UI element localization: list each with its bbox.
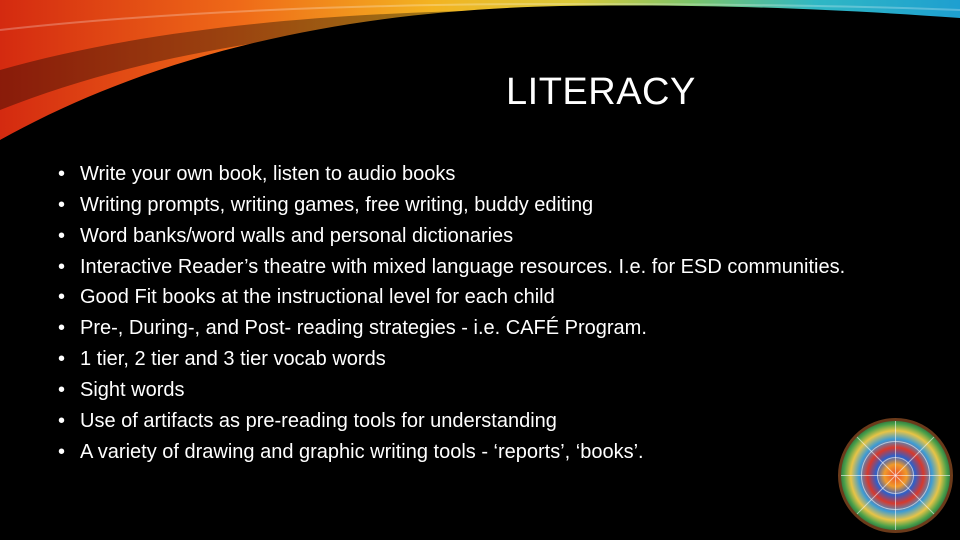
bullet-item: • 1 tier, 2 tier and 3 tier vocab words	[58, 348, 858, 371]
bullet-item: • Writing prompts, writing games, free writing, buddy editing	[58, 194, 858, 217]
bullet-item: • Write your own book, listen to audio books	[58, 163, 858, 186]
bullet-item: • Interactive Reader’s theatre with mixed language resources. I.e. for ESD communities.	[58, 256, 858, 278]
bullet-item: • A variety of drawing and graphic writing tools - ‘reports’, ‘books’.	[58, 441, 858, 464]
dreamcatcher-weaving-image	[838, 418, 953, 533]
bullet-item: • Sight words	[58, 379, 858, 402]
bullet-item: • Pre-, During-, and Post- reading strategies - i.e. CAFÉ Program.	[58, 317, 858, 340]
bullet-item: • Good Fit books at the instructional level for each child	[58, 286, 858, 309]
slide-title: LITERACY	[506, 71, 696, 113]
bullet-item: • Word banks/word walls and personal dictionaries	[58, 225, 858, 248]
decorative-banner	[0, 0, 960, 140]
bullet-item: • Use of artifacts as pre-reading tools for understanding	[58, 410, 858, 433]
bullet-list	[58, 163, 858, 464]
